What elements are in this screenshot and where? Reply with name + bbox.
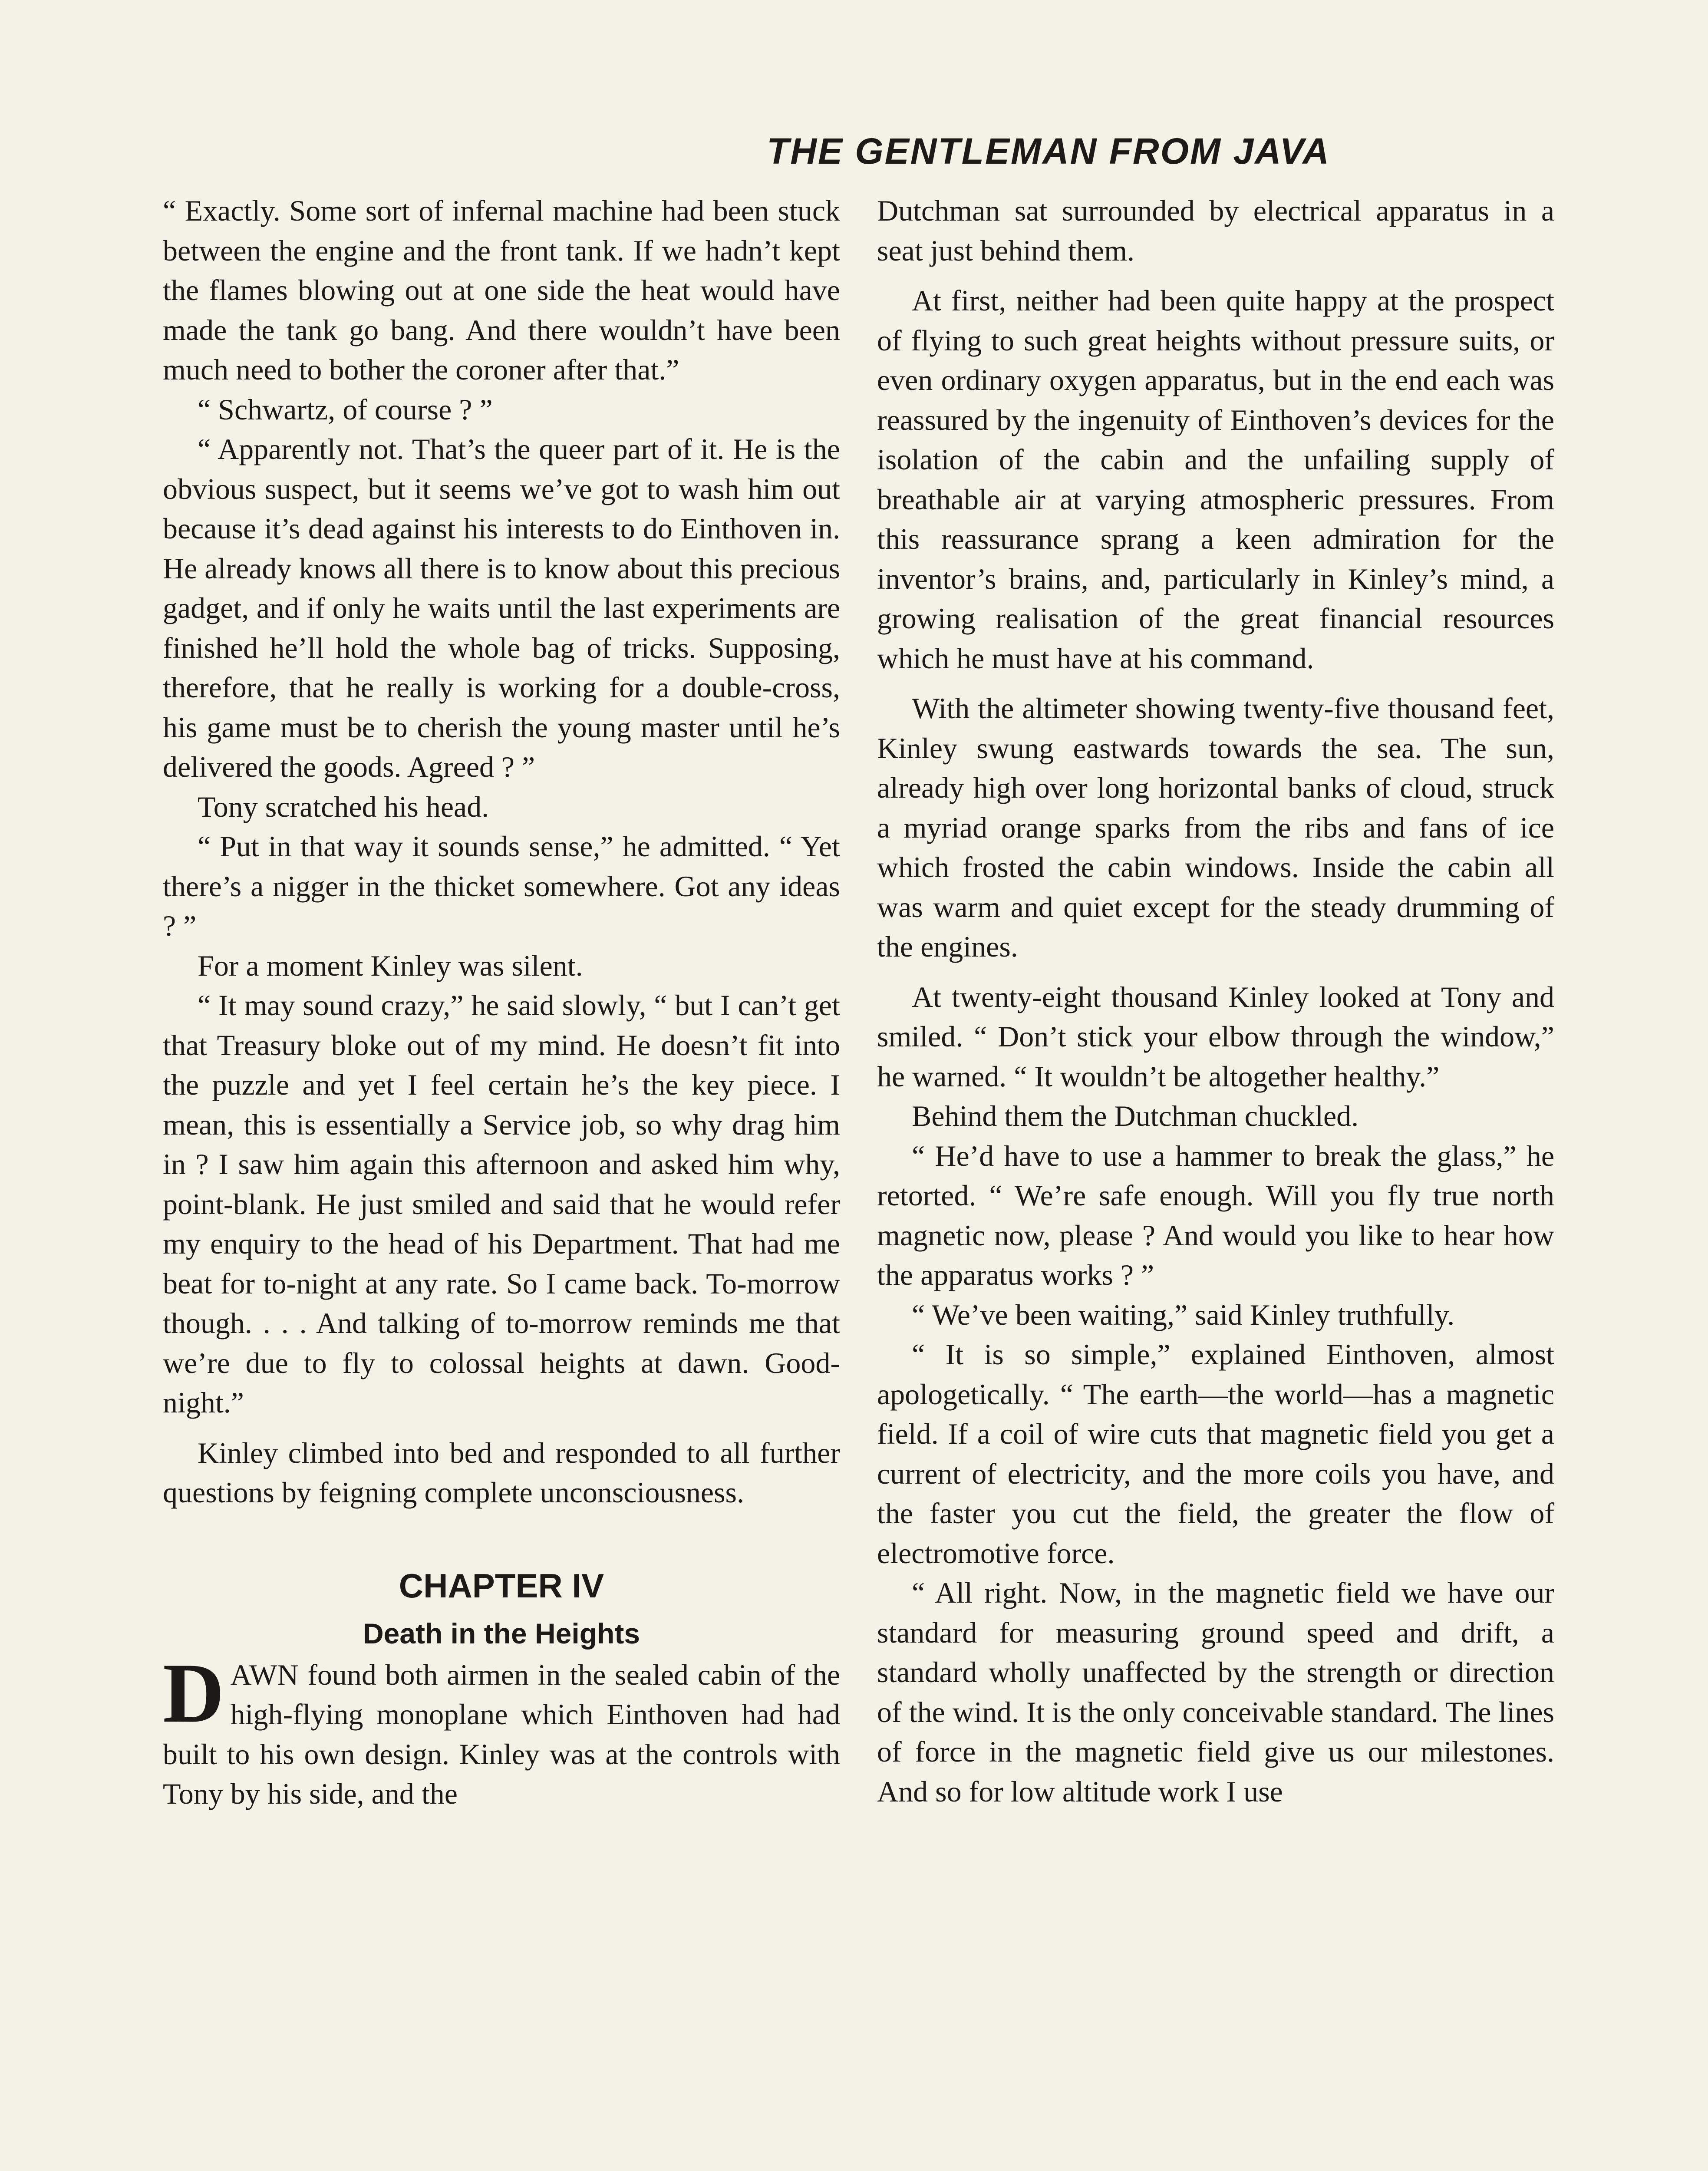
chapter-heading: CHAPTER IV bbox=[399, 1566, 604, 1605]
paragraph: “ It may sound crazy,” he said slowly, “ but I can’t get that Treasury bloke out of my mind. He doesn’t fit into the puzzle and yet I feel certain he’s the key piece. I mean, this is essentially a Service job, so why drag him in ? I saw him again this afternoon and asked him why, point-blank. He just smiled and said that he would refer my enquiry to the head of his Department. That had me beat for to-night at any rate. So I came back. To-morrow though. . . . And talking of to-morrow reminds me that we’re due to fly to colossal heights at dawn. Good-night.” bbox=[163, 989, 840, 1419]
paragraph: With the altimeter showing twenty-five thousand feet, Kinley swung eastwards towards the sea. The sun, already high over long horizontal banks of cloud, struck a myriad orange sparks from the ribs and fans of ice which frosted the cabin windows. Inside the cabin all was warm and quiet except for the steady drumming of the engines. bbox=[877, 692, 1554, 963]
opening-paragraph-text: found both airmen in the sealed cabin of the high-flying monoplane which Einthoven had had built to his own design. Kinley was at the controls with Tony by his side, and the bbox=[163, 1658, 840, 1810]
paragraph: “ We’ve been waiting,” said Kinley truthfully. bbox=[912, 1298, 1455, 1331]
drop-cap: D bbox=[163, 1646, 224, 1740]
paragraph: “ Exactly. Some sort of infernal machine had been stuck between the engine and the front tank. If we hadn’t kept the flames blowing out at one side the heat would have made the tank go bang. And there wouldn’t have been much need to bother the coroner after that.” bbox=[163, 194, 840, 386]
paragraph: Dutchman sat surrounded by electrical apparatus in a seat just behind them. bbox=[877, 194, 1554, 267]
opening-word: AWN bbox=[230, 1658, 299, 1691]
paragraph: “ Apparently not. That’s the queer part of it. He is the obvious suspect, but it seems we’ve got to wash him out because it’s dead against his interests to do Einthoven in. He already knows all there is to know about this precious gadget, and if only he waits until the last experiments are finished he’ll hold the whole bag of tricks. Supposing, therefore, that he really is working for a double-cross, his game must be to cherish the young master until he’s delivered the goods. Agreed ? ” bbox=[163, 432, 840, 783]
paragraph: “ He’d have to use a hammer to break the glass,” he retorted. “ We’re safe enough. Will you fly true north magnetic now, please ? And would you like to hear how the apparatus works ? ” bbox=[877, 1139, 1554, 1291]
chapter-opening bbox=[163, 1565, 840, 1814]
opening-paragraph bbox=[163, 1646, 840, 1814]
paragraph: Behind them the Dutchman chuckled. bbox=[912, 1099, 1359, 1132]
paragraph: “ Schwartz, of course ? ” bbox=[198, 393, 493, 426]
paragraph: “ Put in that way it sounds sense,” he admitted. “ Yet there’s a nigger in the thicket somewhere. Got any ideas ? ” bbox=[163, 830, 840, 942]
paragraph: For a moment Kinley was silent. bbox=[198, 949, 583, 982]
paragraph: At first, neither had been quite happy at the prospect of flying to such great heights without pressure suits, or even ordinary oxygen apparatus, but in the end each was reassured by the ingenuity of Einthoven’s devices for the isolation of the cabin and the unfailing supply of breathable air at varying atmospheric pressures. From this reassurance sprang a keen admiration for the inventor’s brains, and, particularly in Kinley’s mind, a growing realisation of the great financial resources which he must have at his command. bbox=[877, 284, 1554, 675]
paragraph: Kinley climbed into bed and responded to all further questions by feigning complete unconsciousness. bbox=[163, 1436, 840, 1509]
paragraph: “ It is so simple,” explained Einthoven, almost apologetically. “ The earth—the world—has a magnetic field. If a coil of wire cuts that magnetic field you get a current of electricity, and the more coils you have, and the faster you cut the field, the greater the flow of electromotive force. bbox=[877, 1338, 1554, 1570]
right-column bbox=[877, 191, 1554, 1811]
paragraph: Tony scratched his head. bbox=[198, 790, 489, 823]
running-title: THE GENTLEMAN FROM JAVA bbox=[767, 131, 1330, 172]
chapter-subtitle: Death in the Heights bbox=[363, 1617, 640, 1650]
left-column bbox=[163, 191, 840, 1814]
paragraph: “ All right. Now, in the magnetic field we have our standard for measuring ground speed and drift, a standard wholly unaffected by the strength or direction of the wind. It is the only conceivable standard. The lines of force in the magnetic field give us our milestones. And so for low altitude work I use bbox=[877, 1576, 1554, 1808]
paragraph: At twenty-eight thousand Kinley looked at Tony and smiled. “ Don’t stick your elbow through the window,” he warned. “ It wouldn’t be altogether healthy.” bbox=[877, 980, 1554, 1093]
